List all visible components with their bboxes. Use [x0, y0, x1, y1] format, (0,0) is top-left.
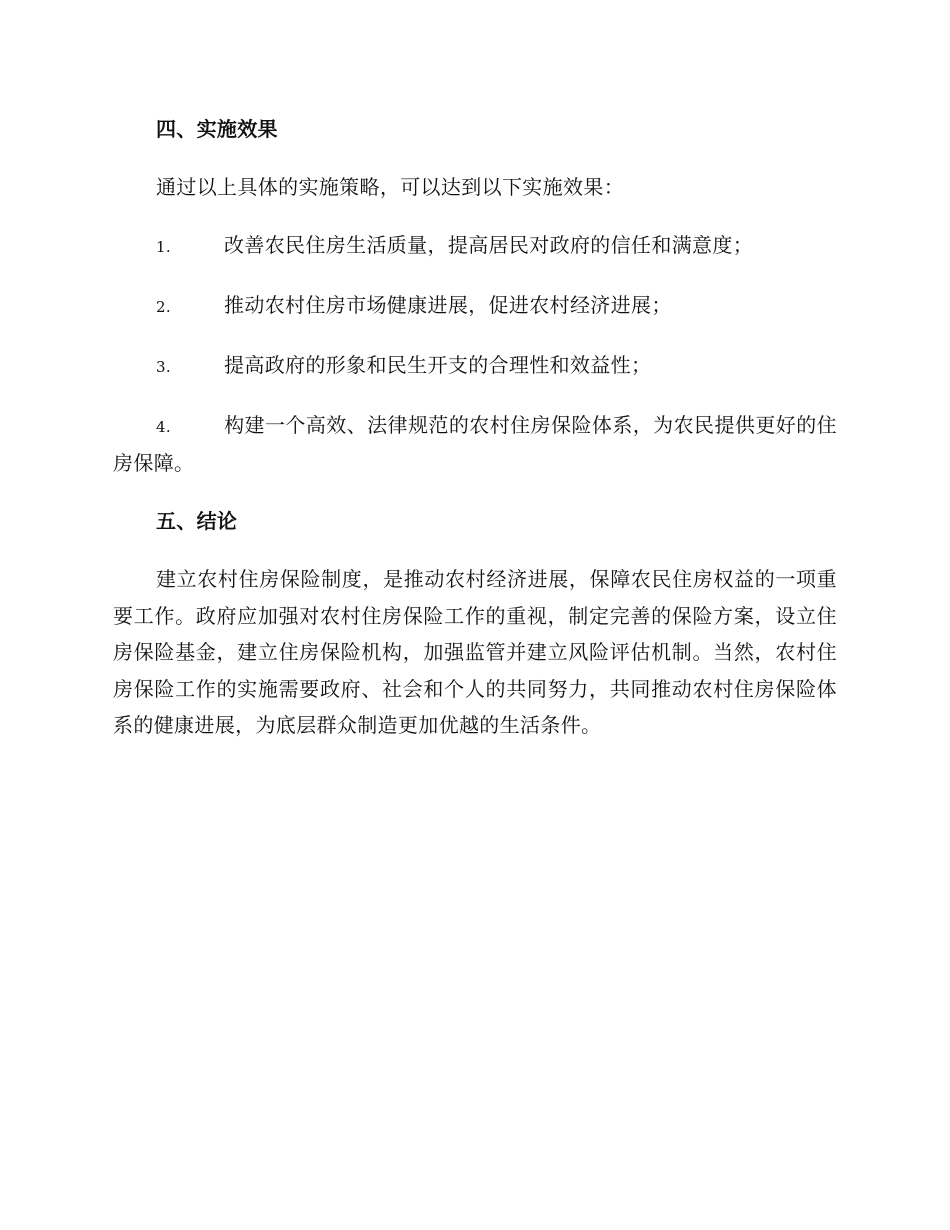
- conclusion-paragraph: 建立农村住房保险制度，是推动农村经济进展，保障农民住房权益的一项重要工作。政府应加强对农村住房保险工作的重视，制定完善的保险方案，设立住房保险基金，建立住房保险机构，加强监管并建立风险评估机制。当然，农村住房保险工作的实施需要政府、社会和个人的共同努力，共同推动农村住房保险体系的健康进展，为底层群众制造更加优越的生活条件。: [113, 567, 837, 737]
- section-4-intro: 通过以上具体的实施策略，可以达到以下实施效果：: [156, 175, 625, 199]
- section-5-heading: 五、结论: [156, 509, 238, 533]
- document-body: [113, 111, 837, 744]
- list-item-text: 推动农村住房市场健康进展，促进农村经济进展；: [224, 293, 672, 317]
- list-item: [113, 287, 837, 325]
- list-item: [113, 227, 837, 265]
- list-item: [113, 347, 837, 385]
- list-item-text: 改善农民住房生活质量，提高居民对政府的信任和满意度；: [224, 233, 754, 257]
- section-4-heading: 四、实施效果: [156, 117, 278, 141]
- list-item-text: 构建一个高效、法律规范的农村住房保险体系，为农民提供更好的住房保障。: [113, 413, 837, 475]
- list-item-text: 提高政府的形象和民生开支的合理性和效益性；: [224, 353, 652, 377]
- list-item-number: 1.: [156, 238, 172, 256]
- list-item-number: 3.: [156, 358, 172, 376]
- list-item-number: 4.: [156, 418, 172, 436]
- list-item: [113, 407, 837, 481]
- list-item-number: 2.: [156, 298, 172, 316]
